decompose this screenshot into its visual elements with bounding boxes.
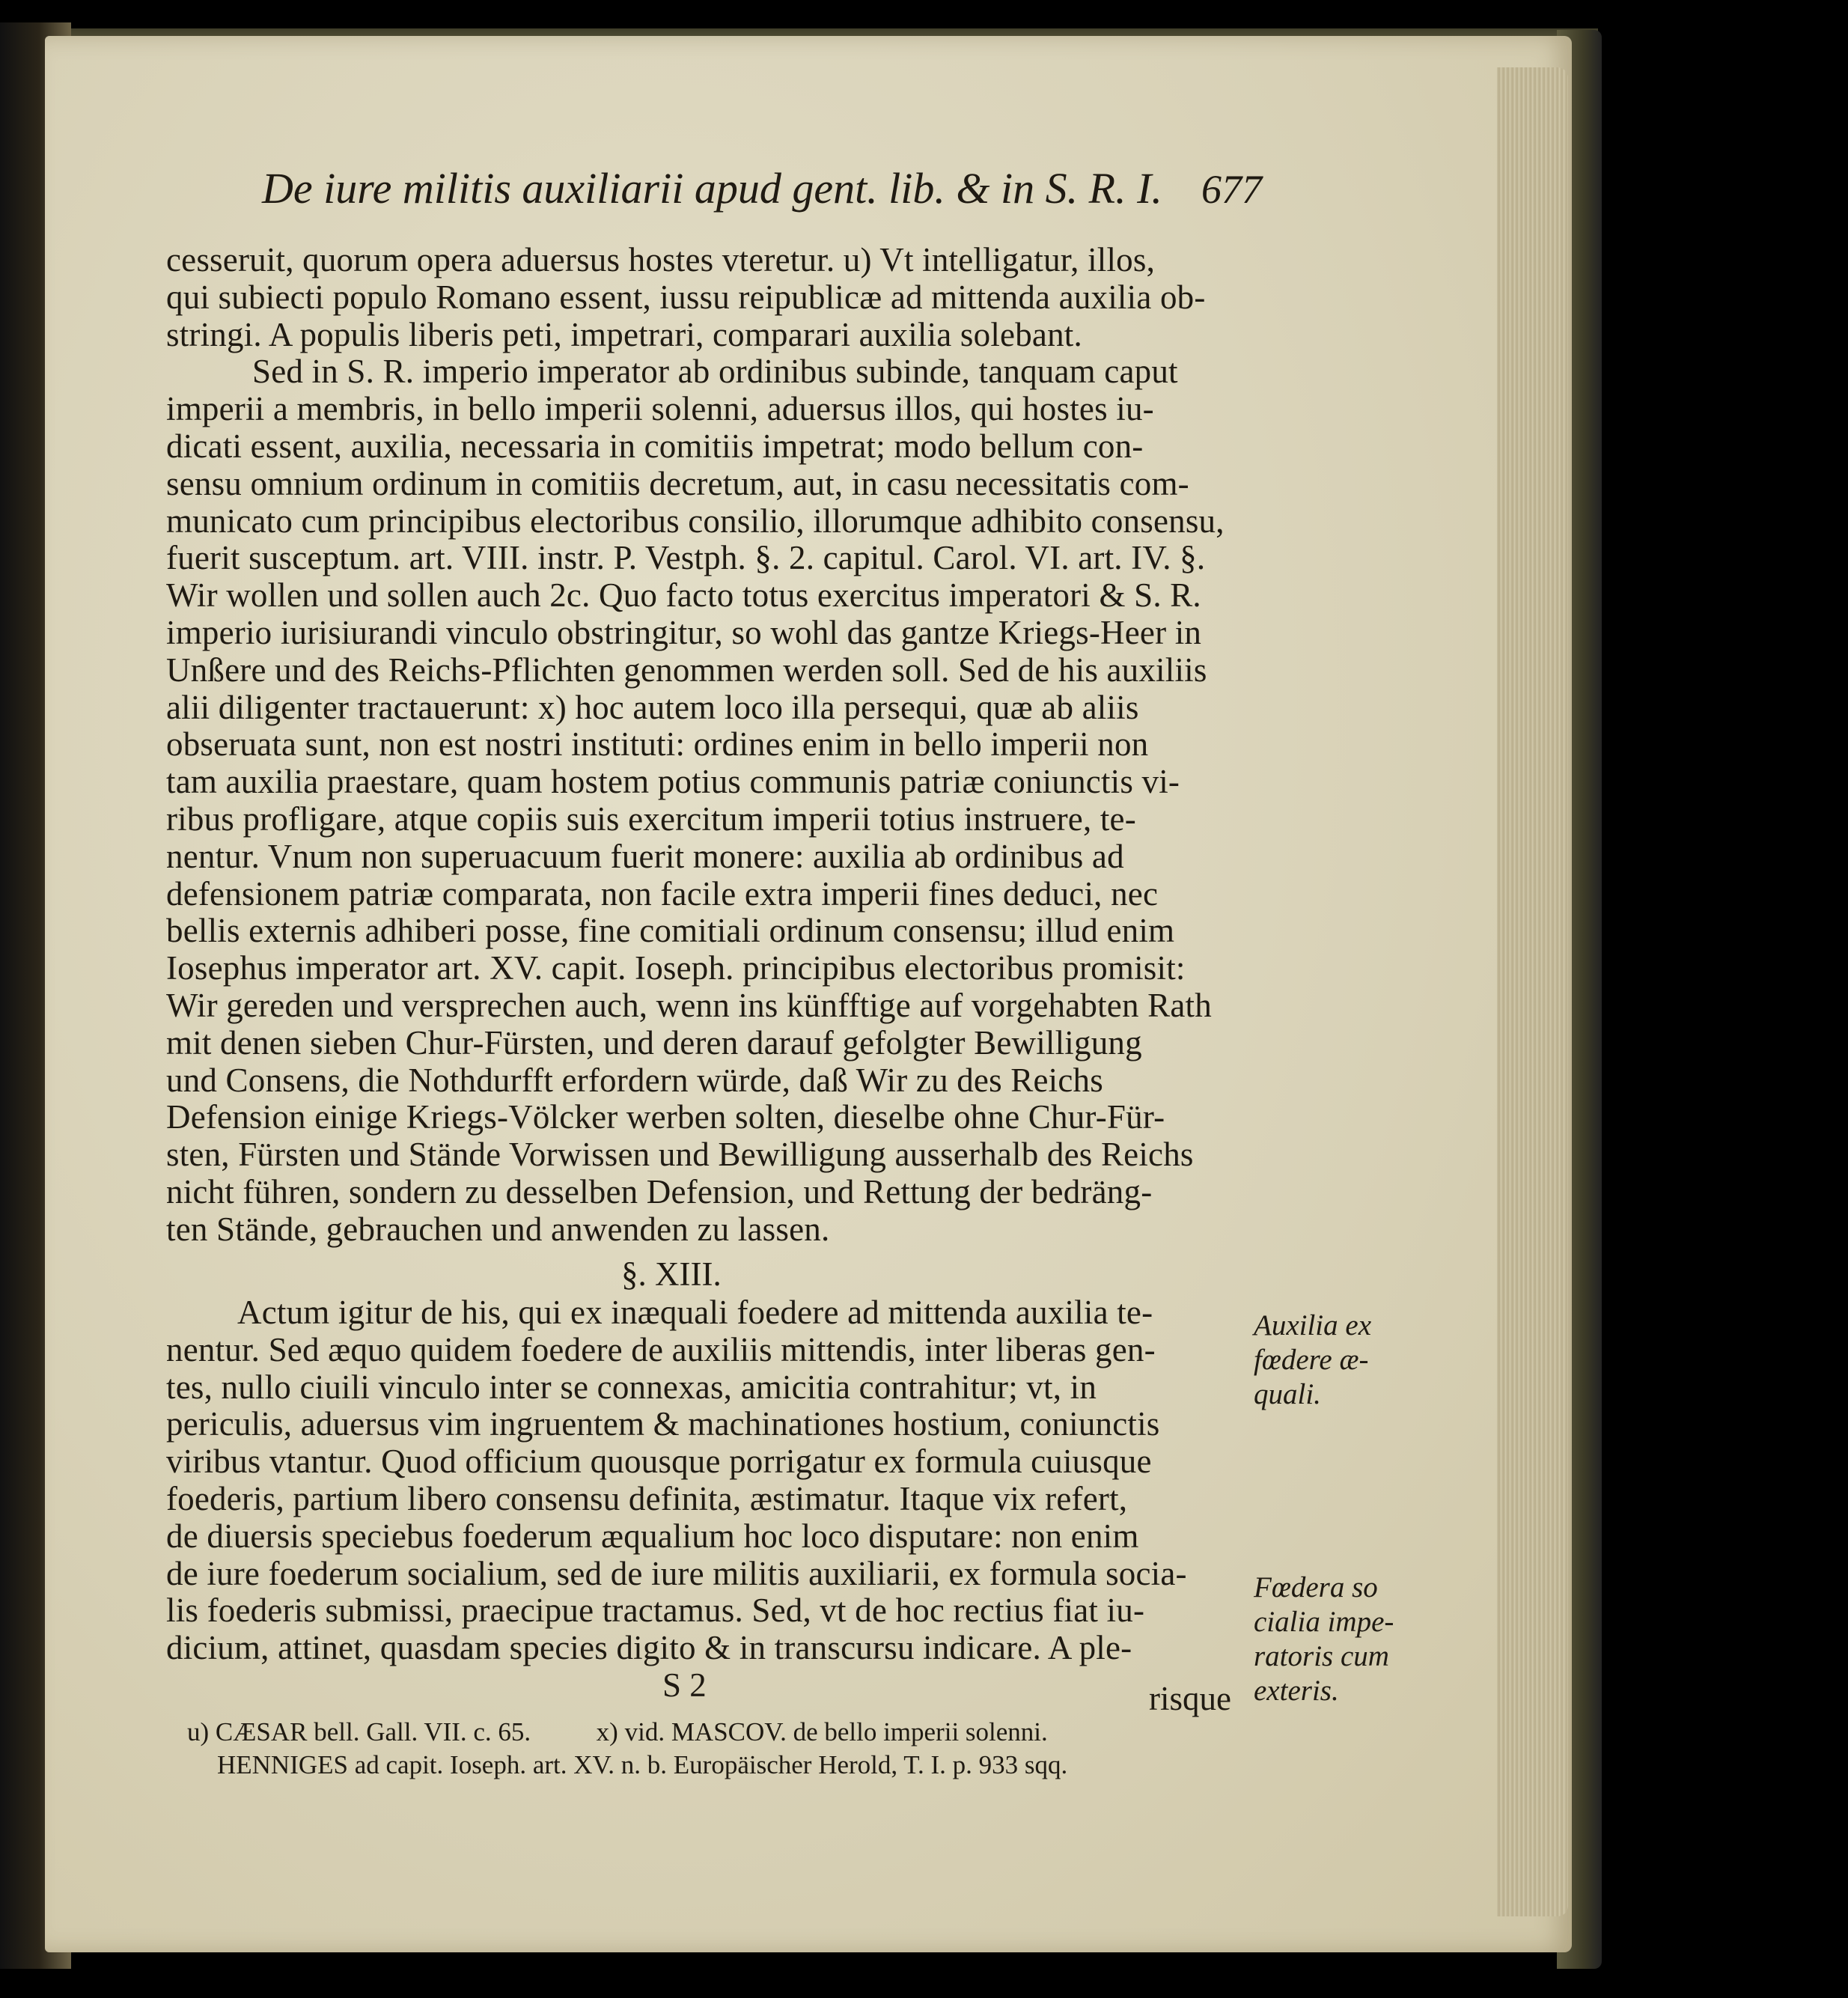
text-line: tam auxilia praestare, quam hostem potius communis patriæ coniunctis vi-	[166, 763, 1180, 801]
footnotes	[187, 1716, 1067, 1782]
text-line: obseruata sunt, non est nostri instituti: ordines enim in bello imperii non	[166, 725, 1149, 764]
text-line: imperio iurisiurandi vinculo obstringitur, so wohl das gantze Kriegs-Heer in	[166, 613, 1202, 651]
text-line: stringi. A populis liberis peti, impetrari, comparari auxilia solebant.	[166, 315, 1082, 353]
text-line: Wir wollen und sollen auch 2c. Quo facto totus exercitus imperatori & S. R.	[166, 576, 1201, 615]
text-line: ten Stände, gebrauchen und anwenden zu lassen.	[166, 1210, 830, 1248]
text-line: sten, Fürsten und Stände Vorwissen und Bewilligung ausserhalb des Reichs	[166, 1136, 1194, 1174]
text-line: cesseruit, quorum opera aduersus hostes vteretur. u) Vt intelligatur, illos,	[166, 241, 1156, 278]
signature-mark: S 2	[662, 1666, 707, 1704]
text-line: dicati essent, auxilia, necessaria in comitiis impetrat; modo bellum con-	[166, 427, 1144, 465]
text-line: defensionem patriæ comparata, non facile extra imperii fines deduci, nec	[166, 874, 1159, 913]
text-line: nicht führen, sondern zu desselben Defension, und Rettung der bedräng-	[166, 1172, 1153, 1210]
text-line: periculis, aduersus vim ingruentem & machinationes hostium, coniunctis	[166, 1405, 1160, 1443]
text-line: de iure foederum socialium, sed de iure militis auxiliarii, ex formula socia-	[166, 1554, 1187, 1592]
text-line: tes, nullo ciuili vinculo inter se connexas, amicitia contrahitur; vt, in	[166, 1368, 1097, 1406]
text-line: Defension einige Kriegs-Völcker werben solten, dieselbe ohne Chur-Für-	[166, 1098, 1165, 1136]
text-line: bellis externis adhiberi posse, fine comitiali ordinum consensu; illud enim	[166, 912, 1175, 950]
text-line: fuerit susceptum. art. VIII. instr. P. Vestph. §. 2. capitul. Carol. VI. art. IV. §.	[166, 539, 1206, 577]
running-header-title: De iure militis auxiliarii apud gent. lib. & in S. R. I.	[262, 164, 1162, 213]
text-line: Actum igitur de his, qui ex inæquali foedere ad mittenda auxilia te-	[237, 1294, 1153, 1331]
margin-note-line: quali.	[1254, 1378, 1321, 1410]
text-line: mit denen sieben Chur-Fürsten, und deren darauf gefolgter Bewilligung	[166, 1023, 1142, 1062]
text-line: Sed in S. R. imperio imperator ab ordinibus subinde, tanquam caput	[252, 353, 1178, 391]
text-line: ribus profligare, atque copiis suis exercitum imperii totius instruere, te-	[166, 799, 1136, 838]
text-line: nentur. Vnum non superuacuum fuerit monere: auxilia ab ordinibus ad	[166, 837, 1124, 875]
margin-note-line: Fœdera so	[1254, 1571, 1378, 1603]
text-line: Unßere und des Reichs-Pflichten genommen werden soll. Sed de his auxiliis	[166, 651, 1207, 689]
margin-note-line: exteris.	[1254, 1675, 1339, 1707]
text-line: municato cum principibus electoribus consilio, illorumque adhibito consensu,	[166, 502, 1225, 540]
text-line: alii diligenter tractauerunt: x) hoc autem loco illa persequi, quæ ab aliis	[166, 688, 1139, 726]
section-text-block	[166, 1294, 1187, 1666]
text-line: imperii a membris, in bello imperii solenni, aduersus illos, qui hostes iu-	[166, 390, 1154, 428]
text-line: Wir gereden und versprechen auch, wenn ins künfftige auf vorgehabten Rath	[166, 986, 1212, 1024]
footnote-line: HENNIGES ad capit. Ioseph. art. XV. n. b. Europäischer Herold, T. I. p. 933 sqq.	[217, 1750, 1068, 1779]
page-number: 677	[1201, 167, 1262, 212]
text-line: dicium, attinet, quasdam species digito & in transcursu indicare. A ple-	[166, 1629, 1132, 1667]
margin-note-line: ratoris cum	[1254, 1640, 1389, 1672]
text-line: und Consens, die Nothdurfft erfordern würde, daß Wir zu des Reichs	[166, 1061, 1103, 1099]
text-line: foederis, partium libero consensu definita, æstimatur. Itaque vix refert,	[166, 1479, 1128, 1517]
margin-note-line: fœdere æ-	[1254, 1344, 1369, 1376]
margin-note-foedera	[1254, 1571, 1394, 1708]
text-line: viribus vtantur. Quod officium quousque porrigatur ex formula cuiusque	[166, 1443, 1152, 1481]
catchword: risque	[1149, 1680, 1231, 1717]
margin-note-auxilia	[1254, 1309, 1371, 1412]
text-line: lis foederis submissi, praecipue tractamus. Sed, vt de hoc rectius fiat iu-	[166, 1592, 1145, 1630]
page-stack-edge	[1497, 67, 1568, 1916]
text-line: Iosephus imperator art. XV. capit. Ioseph. principibus electoribus promisit:	[166, 949, 1186, 987]
margin-note-line: Auxilia ex	[1254, 1309, 1372, 1341]
margin-note-line: cialia impe-	[1254, 1606, 1394, 1638]
text-line: de diuersis speciebus foederum æqualium hoc loco disputare: non enim	[166, 1517, 1139, 1555]
section-heading: §. XIII.	[621, 1255, 722, 1293]
text-line: nentur. Sed æquo quidem foedere de auxiliis mittendis, inter liberas gen-	[166, 1330, 1156, 1368]
text-line: qui subiecti populo Romano essent, iussu reipublicæ ad mittenda auxilia ob-	[166, 278, 1206, 316]
text-line: sensu omnium ordinum in comitiis decretum, aut, in casu necessitatis com-	[166, 464, 1189, 502]
main-text-block	[166, 241, 1225, 1248]
footnote-line: u) CÆSAR bell. Gall. VII. c. 65. x) vid. MASCOV. de bello imperii solenni.	[187, 1717, 1048, 1746]
